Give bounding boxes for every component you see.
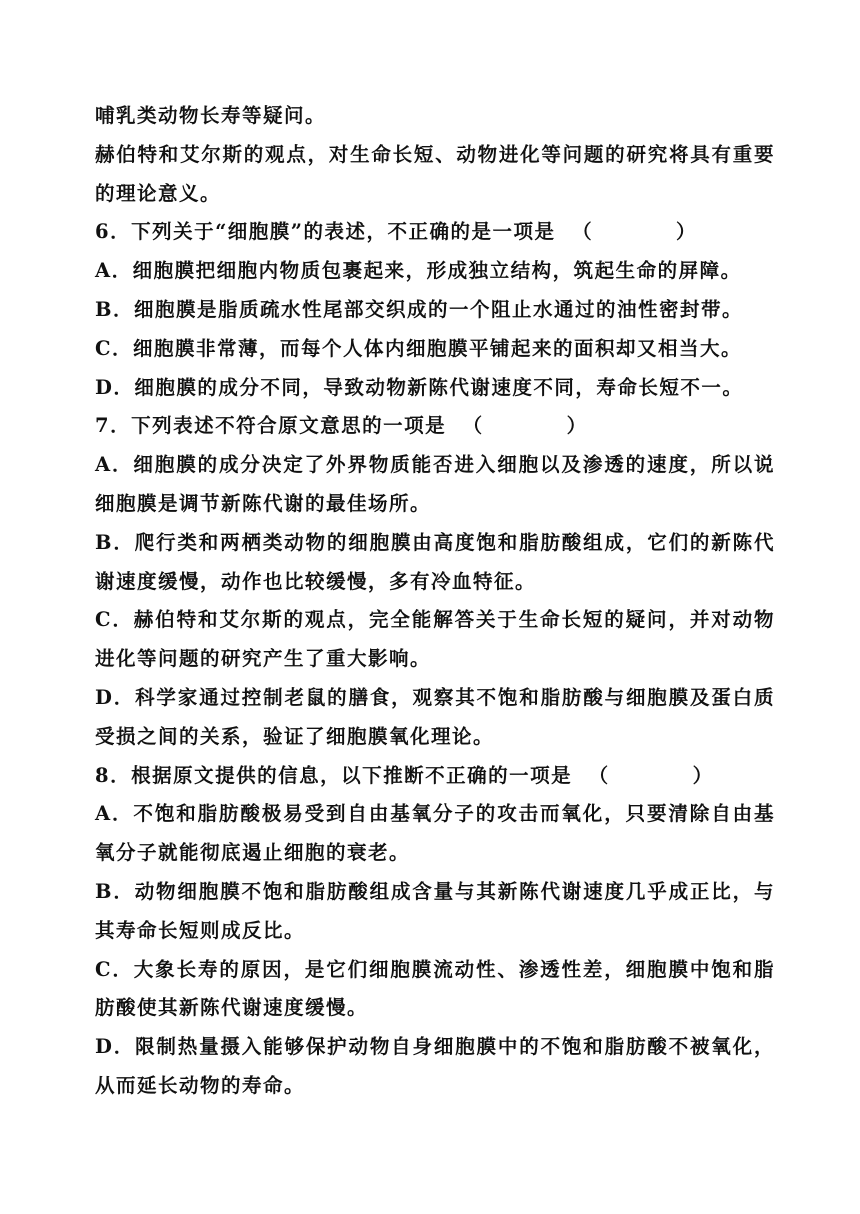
question-8-option-c: C．大象长寿的原因，是它们细胞膜流动性、渗透性差，细胞膜中饱和脂肪酸使其新陈代谢速度缓慢。 xyxy=(95,957,775,1020)
question-8-option-d: D．限制热量摄入能够保护动物自身细胞膜中的不饱和脂肪酸不被氧化，从而延长动物的寿命。 xyxy=(95,1035,775,1097)
question-7-option-c: C．赫伯特和艾尔斯的观点，完全能解答关于生命长短的疑问，并对动物进化等问题的研究产生了重大影响。 xyxy=(95,608,775,671)
question-8-option-b: B．动物细胞膜不饱和脂肪酸组成含量与其新陈代谢速度几乎成正比，与其寿命长短则成反比。 xyxy=(95,879,775,942)
intro-line: 哺乳类动物长寿等疑问。 xyxy=(95,104,327,127)
question-6-stem xyxy=(95,213,775,252)
answer-blank: （ ） xyxy=(588,763,714,787)
question-7-option-d: D．科学家通过控制老鼠的膳食，观察其不饱和脂肪酸与细胞膜及蛋白质受损之间的关系，验证了细胞膜氧化理论。 xyxy=(95,685,775,748)
question-7-option-a: A．细胞膜的成分决定了外界物质能否进入细胞以及渗透的速度，所以说细胞膜是调节新陈代谢的最佳场所。 xyxy=(95,453,775,515)
question-6-text: 6．下列关于“细胞膜”的表述，不正确的是一项是 xyxy=(95,220,556,244)
document-page xyxy=(95,97,775,1106)
question-6-option-a: A．细胞膜把细胞内物质包裹起来，形成独立结构，筑起生命的屏障。 xyxy=(95,259,742,283)
intro-paragraph: 赫伯特和艾尔斯的观点，对生命长短、动物进化等问题的研究将具有重要的理论意义。 xyxy=(95,142,775,205)
question-7-stem xyxy=(95,407,775,446)
question-8-stem xyxy=(95,757,775,796)
answer-blank: （ ） xyxy=(462,414,588,438)
answer-blank: （ ） xyxy=(572,220,698,244)
question-6-option-c: C．细胞膜非常薄，而每个人体内细胞膜平铺起来的面积却又相当大。 xyxy=(95,336,743,360)
question-8-option-a: A．不饱和脂肪酸极易受到自由基氧分子的攻击而氧化，只要清除自由基氧分子就能彻底遏止细胞的衰老。 xyxy=(95,802,775,865)
question-6-option-d: D．细胞膜的成分不同，导致动物新陈代谢速度不同，寿命长短不一。 xyxy=(95,375,744,399)
question-8-text: 8．根据原文提供的信息，以下推断不正确的一项是 xyxy=(95,763,573,787)
question-7-option-b: B．爬行类和两栖类动物的细胞膜由高度饱和脂肪酸组成，它们的新陈代谢速度缓慢，动作也比较缓慢，多有冷血特征。 xyxy=(95,530,775,593)
question-6-option-b: B．细胞膜是脂质疏水性尾部交织成的一个阻止水通过的油性密封带。 xyxy=(95,297,743,321)
question-7-text: 7．下列表述不符合原文意思的一项是 xyxy=(95,414,447,438)
